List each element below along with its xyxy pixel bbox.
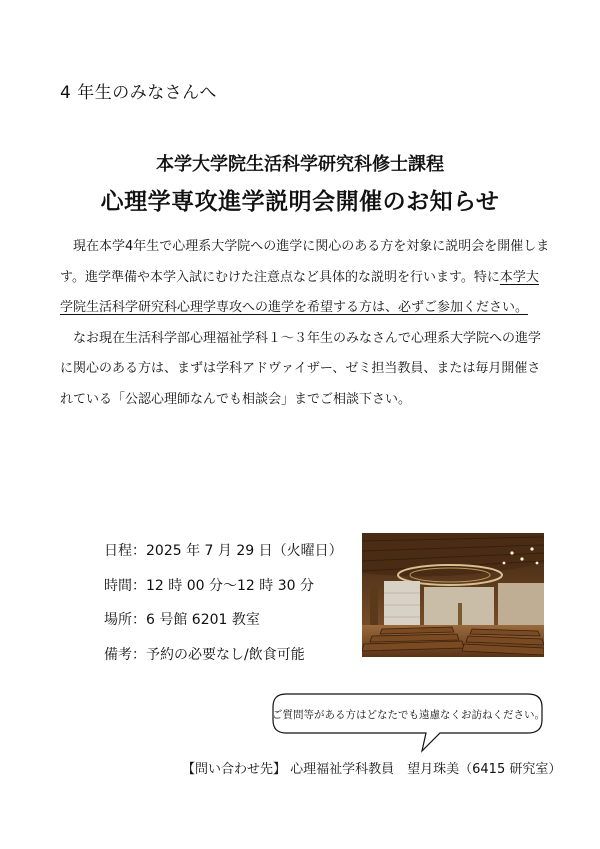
underlined-notice: 本学大学院生活科学研究科心理学専攻への進学を希望する方は、必ずご参加ください。 <box>60 269 539 315</box>
event-place: 場所：6 号館 6201 教室 <box>104 612 260 628</box>
event-details <box>104 534 343 672</box>
speech-bubble <box>272 693 544 753</box>
paragraph-intro <box>60 232 550 324</box>
speech-bubble-text: ご質問等がある方はどなたでも遠慮なくお訪ねください。 <box>272 709 545 721</box>
event-note: 備考：予約の必要なし/飲食可能 <box>104 646 305 663</box>
event-date: 日程：2025 年 7 月 29 日（火曜日） <box>104 543 343 559</box>
event-time: 時間：12 時 00 分～12 時 30 分 <box>104 577 314 594</box>
lecture-hall-photo <box>362 533 544 657</box>
greeting: 4 年生のみなさんへ <box>60 83 217 103</box>
page-title: 心理学専攻進学説明会開催のお知らせ <box>100 189 500 215</box>
speech-bubble-outline <box>272 693 544 753</box>
paragraph-other-students: なお現在生活科学部心理福祉学科１～３年生のみなさんで心理系大学院への進学に関心のある方は、まずは学科アドヴァイザー、ゼミ担当教員、または毎月開催されている「公認心理師なんでも相談会」までご相談下さい。 <box>60 330 542 407</box>
contact-info: 【問い合わせ先】 心理福祉学科教員 望月珠美（6415 研究室） <box>182 762 562 777</box>
lecture-hall-illustration <box>362 533 544 657</box>
paragraph-intro-text: 現在本学4年生で心理系大学院への進学に関心のある方を対象に説明会を開催します。進学準備や本学入試にむけた注意点など具体的な説明を行います。特に <box>60 239 550 285</box>
program-title: 本学大学院生活科学研究科修士課程 <box>156 154 444 175</box>
body-text <box>60 232 550 415</box>
